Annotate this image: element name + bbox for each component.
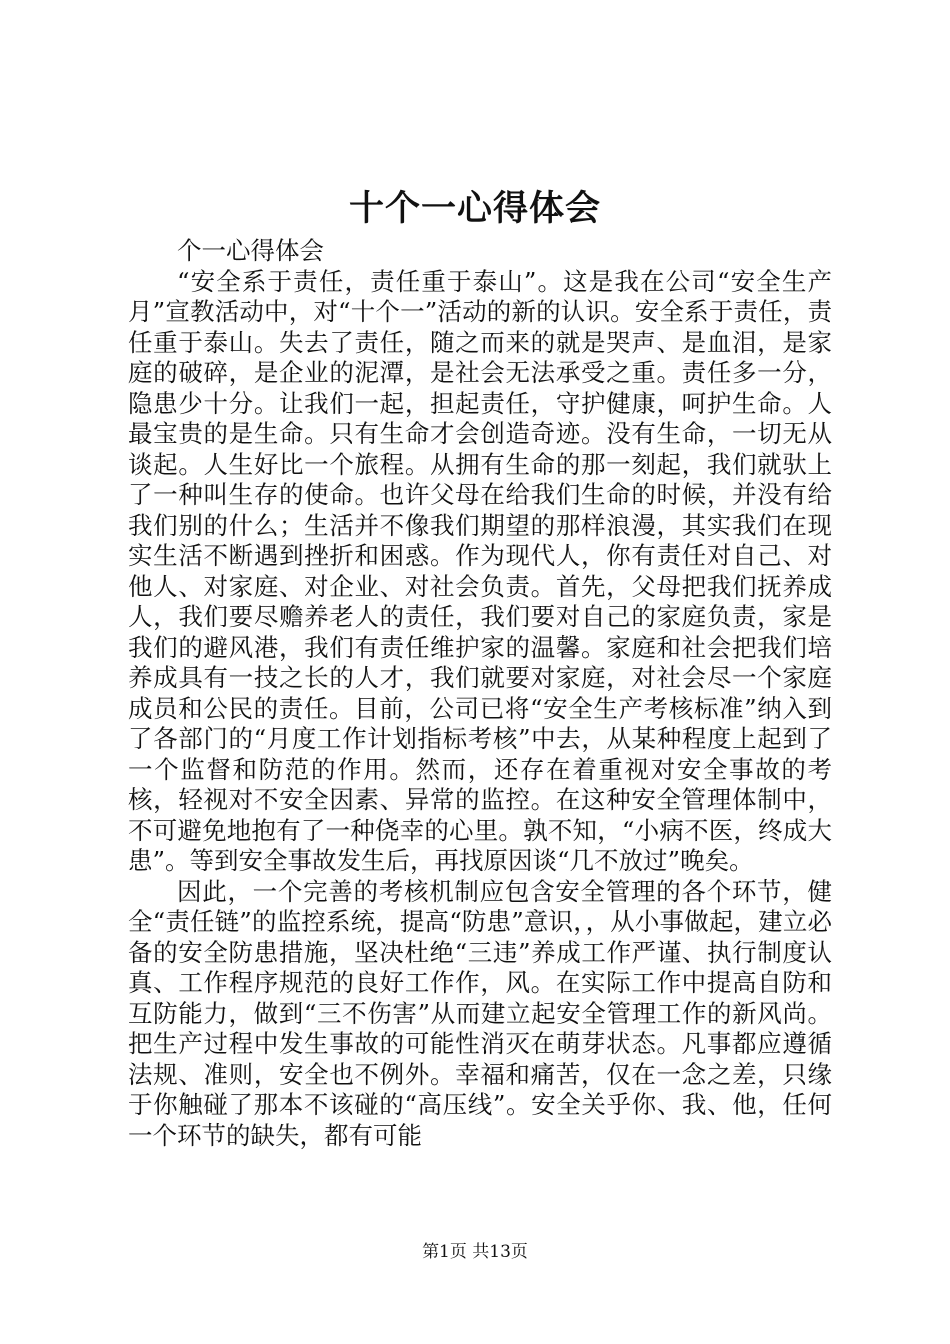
page-footer (0, 1240, 950, 1264)
document-title: 十个一心得体会 (348, 188, 601, 229)
document-body (128, 236, 832, 1151)
page-number-indicator: 第1页 共13页 (422, 1242, 528, 1262)
paragraph-3: 因此，一个完善的考核机制应包含安全管理的各个环节，健全“责任链”的监控系统，提高“防患”意识，，从小事做起，建立必备的安全防患措施，坚决杜绝“三违”养成工作严谨、执行制度认真、工作程序规范的良好工作作，风。在实际工作中提高自防和互防能力，做到“三不伤害”从而建立起安全管理工作的新风尚。把生产过程中发生事故的可能性消灭在萌芽状态。凡事都应遵循法规、准则，安全也不例外。幸福和痛苦，仅在一念之差，只缘于你触碰了那本不该碰的“高压线”。安全关乎你、我、他，任何一个环节的缺失，都有可能 (128, 876, 832, 1150)
paragraph-1: 个一心得体会 (177, 236, 324, 265)
paragraph-2: “安全系于责任，责任重于泰山”。这是我在公司“安全生产月”宣教活动中，对“十个一”活动的新的认识。安全系于责任，责任重于泰山。失去了责任，随之而来的就是哭声、是血泪，是家庭的破碎，是企业的泥潭，是社会无法承受之重。责任多一分，隐患少十分。让我们一起，担起责任，守护健康，呵护生命。人最宝贵的是生命。只有生命才会创造奇迹。没有生命，一切无从谈起。人生好比一个旅程。从拥有生命的那一刻起，我们就驮上了一种叫生存的使命。也许父母在给我们生命的时候，并没有给我们别的什么；生活并不像我们期望的那样浪漫，其实我们在现实生活不断遇到挫折和困惑。作为现代人，你有责任对自己、对他人、对家庭、对企业、对社会负责。首先，父母把我们抚养成人，我们要尽赡养老人的责任，我们要对自己的家庭负责，家是我们的避风港，我们有责任维护家的温馨。家庭和社会把我们培养成具有一技之长的人才，我们就要对家庭，对社会尽一个家庭成员和公民的责任。目前，公司已将“安全生产考核标准”纳入到了各部门的“月度工作计划指标考核”中去，从某种程度上起到了一个监督和防范的作用。然而，还存在着重视对安全事故的考核，轻视对不安全因素、异常的监控。在这种安全管理体制中，不可避免地抱有了一种侥幸的心里。孰不知，“小病不医，终成大患”。等到安全事故发生后，再找原因谈“几不放过”晚矣。 (128, 266, 832, 875)
